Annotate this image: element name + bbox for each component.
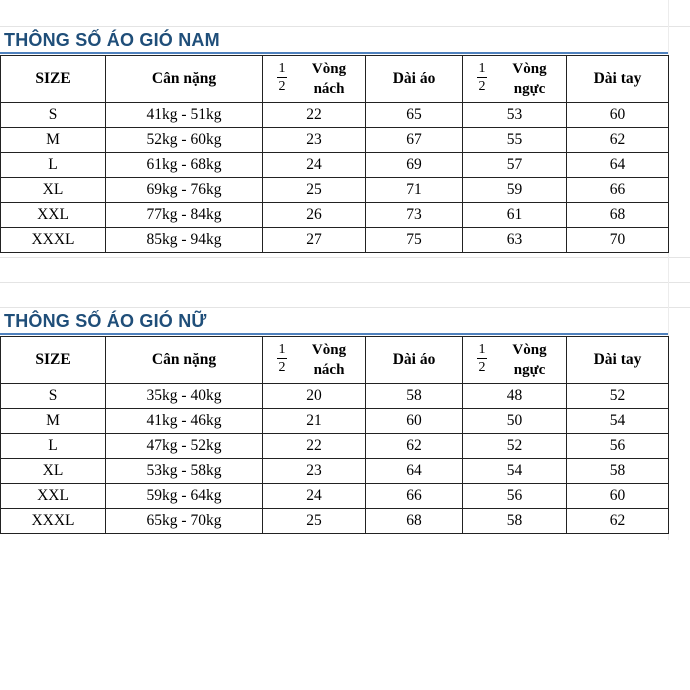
cell-sleeve: 62 xyxy=(567,128,669,153)
table-row xyxy=(1,384,669,409)
cell-chest: 48 xyxy=(463,384,567,409)
table-row xyxy=(1,459,669,484)
cell-weight: 61kg - 68kg xyxy=(106,153,263,178)
cell-length: 66 xyxy=(366,484,463,509)
header-size: SIZE xyxy=(1,56,106,103)
cell-length: 75 xyxy=(366,228,463,253)
cell-armhole: 20 xyxy=(263,384,366,409)
cell-chest: 61 xyxy=(463,203,567,228)
table-row xyxy=(1,128,669,153)
header-size: SIZE xyxy=(1,337,106,384)
cell-chest: 54 xyxy=(463,459,567,484)
cell-armhole: 21 xyxy=(263,409,366,434)
cell-weight: 41kg - 51kg xyxy=(106,103,263,128)
cell-armhole: 22 xyxy=(263,103,366,128)
sheet-gridline xyxy=(0,282,690,283)
cell-chest: 52 xyxy=(463,434,567,459)
table-header-row xyxy=(1,337,669,384)
cell-weight: 41kg - 46kg xyxy=(106,409,263,434)
cell-weight: 47kg - 52kg xyxy=(106,434,263,459)
cell-sleeve: 70 xyxy=(567,228,669,253)
cell-sleeve: 52 xyxy=(567,384,669,409)
header-length: Dài áo xyxy=(366,337,463,384)
table-row xyxy=(1,103,669,128)
cell-length: 71 xyxy=(366,178,463,203)
cell-length: 62 xyxy=(366,434,463,459)
cell-size: XXL xyxy=(1,484,106,509)
cell-chest: 55 xyxy=(463,128,567,153)
men-title-underline xyxy=(0,52,668,54)
cell-chest: 50 xyxy=(463,409,567,434)
cell-armhole: 26 xyxy=(263,203,366,228)
cell-armhole: 22 xyxy=(263,434,366,459)
header-half-chest xyxy=(463,56,567,103)
cell-size: S xyxy=(1,384,106,409)
cell-length: 68 xyxy=(366,509,463,534)
men-size-table xyxy=(0,55,669,253)
table-row xyxy=(1,178,669,203)
header-armhole-line2: nách xyxy=(313,81,345,97)
sheet-gridline xyxy=(0,257,690,258)
table-row xyxy=(1,153,669,178)
cell-armhole: 23 xyxy=(263,128,366,153)
header-weight: Cân nặng xyxy=(106,337,263,384)
header-length: Dài áo xyxy=(366,56,463,103)
cell-armhole: 23 xyxy=(263,459,366,484)
cell-size: XXXL xyxy=(1,509,106,534)
cell-chest: 63 xyxy=(463,228,567,253)
header-weight: Cân nặng xyxy=(106,56,263,103)
cell-sleeve: 68 xyxy=(567,203,669,228)
sheet-gridline xyxy=(0,307,690,308)
cell-size: XXL xyxy=(1,203,106,228)
cell-length: 67 xyxy=(366,128,463,153)
cell-sleeve: 66 xyxy=(567,178,669,203)
header-chest-line2: ngực xyxy=(513,362,546,378)
cell-length: 60 xyxy=(366,409,463,434)
header-armhole-line1: Vòng xyxy=(311,61,347,77)
header-half-armhole xyxy=(263,337,366,384)
cell-length: 73 xyxy=(366,203,463,228)
cell-chest: 58 xyxy=(463,509,567,534)
header-sleeve: Dài tay xyxy=(567,56,669,103)
cell-sleeve: 58 xyxy=(567,459,669,484)
table-row xyxy=(1,203,669,228)
cell-armhole: 27 xyxy=(263,228,366,253)
fraction-half: $\frac{1}{2}$ xyxy=(278,61,286,94)
cell-armhole: 24 xyxy=(263,153,366,178)
cell-armhole: 25 xyxy=(263,178,366,203)
header-half-chest xyxy=(463,337,567,384)
men-table-title: THÔNG SỐ ÁO GIÓ NAM xyxy=(4,30,220,50)
women-title-underline xyxy=(0,333,668,335)
cell-size: L xyxy=(1,434,106,459)
cell-size: M xyxy=(1,128,106,153)
cell-weight: 52kg - 60kg xyxy=(106,128,263,153)
table-row xyxy=(1,409,669,434)
cell-sleeve: 62 xyxy=(567,509,669,534)
cell-weight: 85kg - 94kg xyxy=(106,228,263,253)
women-size-table xyxy=(0,336,669,534)
cell-weight: 53kg - 58kg xyxy=(106,459,263,484)
cell-length: 69 xyxy=(366,153,463,178)
header-chest-line1: Vòng xyxy=(512,61,547,77)
cell-size: S xyxy=(1,103,106,128)
cell-length: 58 xyxy=(366,384,463,409)
cell-weight: 65kg - 70kg xyxy=(106,509,263,534)
cell-weight: 59kg - 64kg xyxy=(106,484,263,509)
cell-weight: 69kg - 76kg xyxy=(106,178,263,203)
cell-size: L xyxy=(1,153,106,178)
cell-chest: 56 xyxy=(463,484,567,509)
cell-chest: 53 xyxy=(463,103,567,128)
cell-armhole: 25 xyxy=(263,509,366,534)
table-row xyxy=(1,484,669,509)
fraction-half: $\frac{1}{2}$ xyxy=(478,61,486,94)
cell-chest: 57 xyxy=(463,153,567,178)
table-row xyxy=(1,509,669,534)
cell-size: M xyxy=(1,409,106,434)
cell-length: 64 xyxy=(366,459,463,484)
cell-weight: 35kg - 40kg xyxy=(106,384,263,409)
fraction-half: $\frac{1}{2}$ xyxy=(278,342,286,375)
cell-weight: 77kg - 84kg xyxy=(106,203,263,228)
header-sleeve: Dài tay xyxy=(567,337,669,384)
cell-sleeve: 60 xyxy=(567,103,669,128)
cell-size: XXXL xyxy=(1,228,106,253)
cell-length: 65 xyxy=(366,103,463,128)
cell-sleeve: 56 xyxy=(567,434,669,459)
table-header-row xyxy=(1,56,669,103)
sheet-gridline xyxy=(0,26,690,27)
cell-armhole: 24 xyxy=(263,484,366,509)
header-armhole-line2: nách xyxy=(313,362,345,378)
table-row xyxy=(1,434,669,459)
table-row xyxy=(1,228,669,253)
cell-size: XL xyxy=(1,178,106,203)
fraction-half: $\frac{1}{2}$ xyxy=(478,342,486,375)
women-table-title: THÔNG SỐ ÁO GIÓ NỮ xyxy=(4,311,207,331)
cell-sleeve: 54 xyxy=(567,409,669,434)
header-half-armhole xyxy=(263,56,366,103)
header-chest-line1: Vòng xyxy=(512,342,547,358)
cell-sleeve: 60 xyxy=(567,484,669,509)
cell-chest: 59 xyxy=(463,178,567,203)
cell-sleeve: 64 xyxy=(567,153,669,178)
cell-size: XL xyxy=(1,459,106,484)
header-armhole-line1: Vòng xyxy=(311,342,347,358)
header-chest-line2: ngực xyxy=(513,81,546,97)
